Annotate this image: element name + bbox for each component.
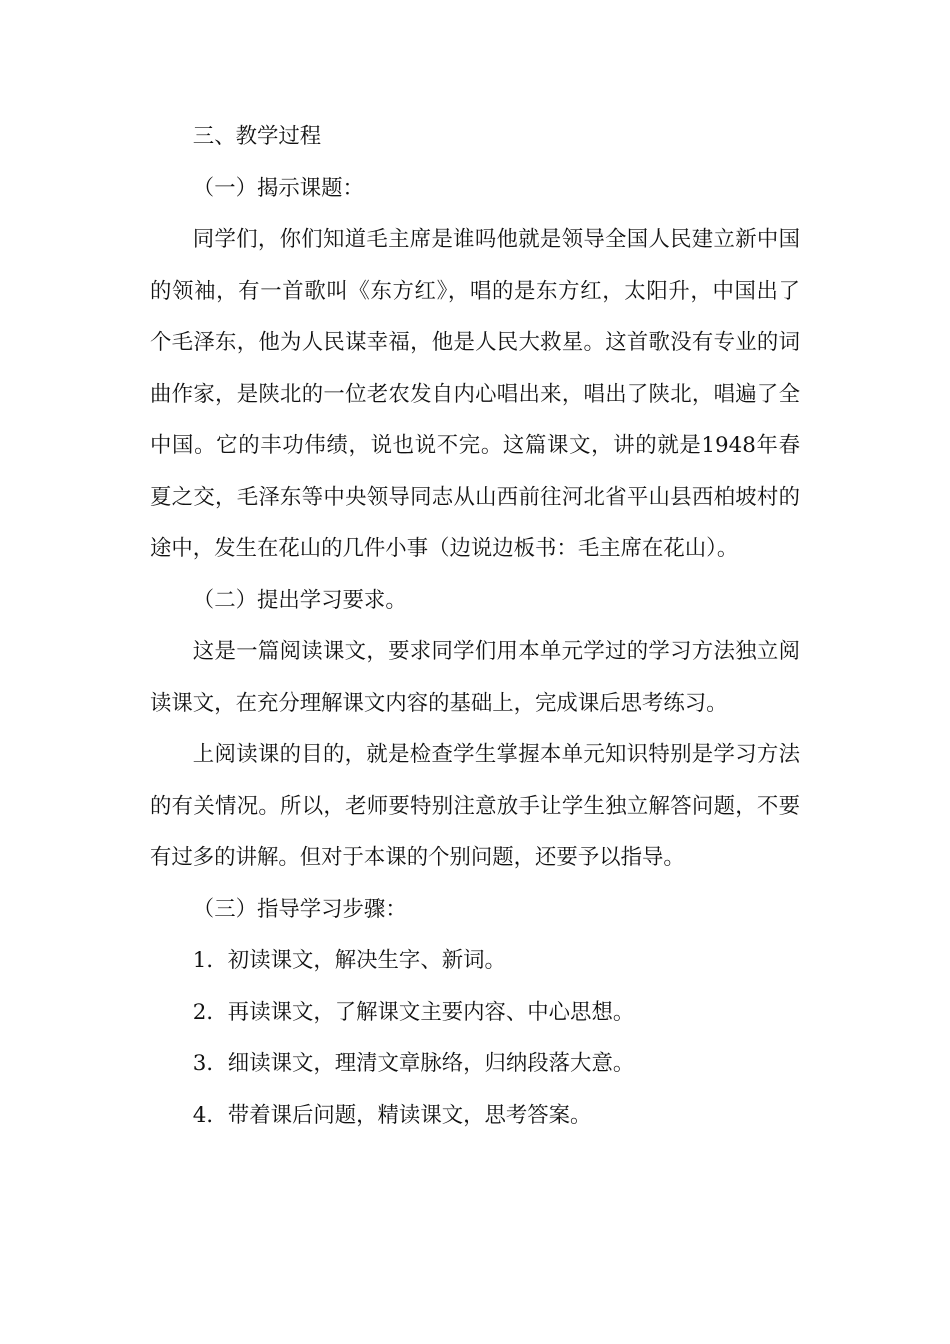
part1-paragraph: 同学们，你们知道毛主席是谁吗他就是领导全国人民建立新中国的领袖，有一首歌叫《东方红》，唱的是东方红，太阳升，中国出了个毛泽东，他为人民谋幸福，他是人民大救星。这首歌没有专业的词曲作家，是陕北的一位老农发自内心唱出来，唱出了陕北，唱遍了全中国。它的丰功伟绩，说也说不完。这篇课文，讲的就是1948年春夏之交，毛泽东等中央领导同志从山西前往河北省平山县西柏坡村的途中，发生在花山的几件小事（边说边板书：毛主席在花山）。 (150, 227, 800, 561)
step-item-4: 4．带着课后问题，精读课文，思考答案。 (192, 1102, 592, 1128)
document-page (150, 111, 800, 1141)
part2-heading: （二）提出学习要求。 (192, 587, 407, 613)
step-item-3: 3．细读课文，理清文章脉络，归纳段落大意。 (192, 1051, 635, 1076)
section-heading: 三、教学过程 (192, 124, 322, 149)
part1-heading: （一）揭示课题： (192, 175, 364, 201)
step-item-2: 2．再读课文，了解课文主要内容、中心思想。 (192, 999, 635, 1025)
part2-paragraph-1: 这是一篇阅读课文，要求同学们用本单元学过的学习方法独立阅读课文，在充分理解课文内容的基础上，完成课后思考练习。 (150, 639, 800, 716)
step-item-1: 1．初读课文，解决生字、新词。 (192, 948, 506, 973)
part3-heading: （三）指导学习步骤： (192, 896, 407, 922)
part2-paragraph-2: 上阅读课的目的，就是检查学生掌握本单元知识特别是学习方法的有关情况。所以，老师要特别注意放手让学生独立解答问题，不要有过多的讲解。但对于本课的个别问题，还要予以指导。 (150, 742, 800, 870)
